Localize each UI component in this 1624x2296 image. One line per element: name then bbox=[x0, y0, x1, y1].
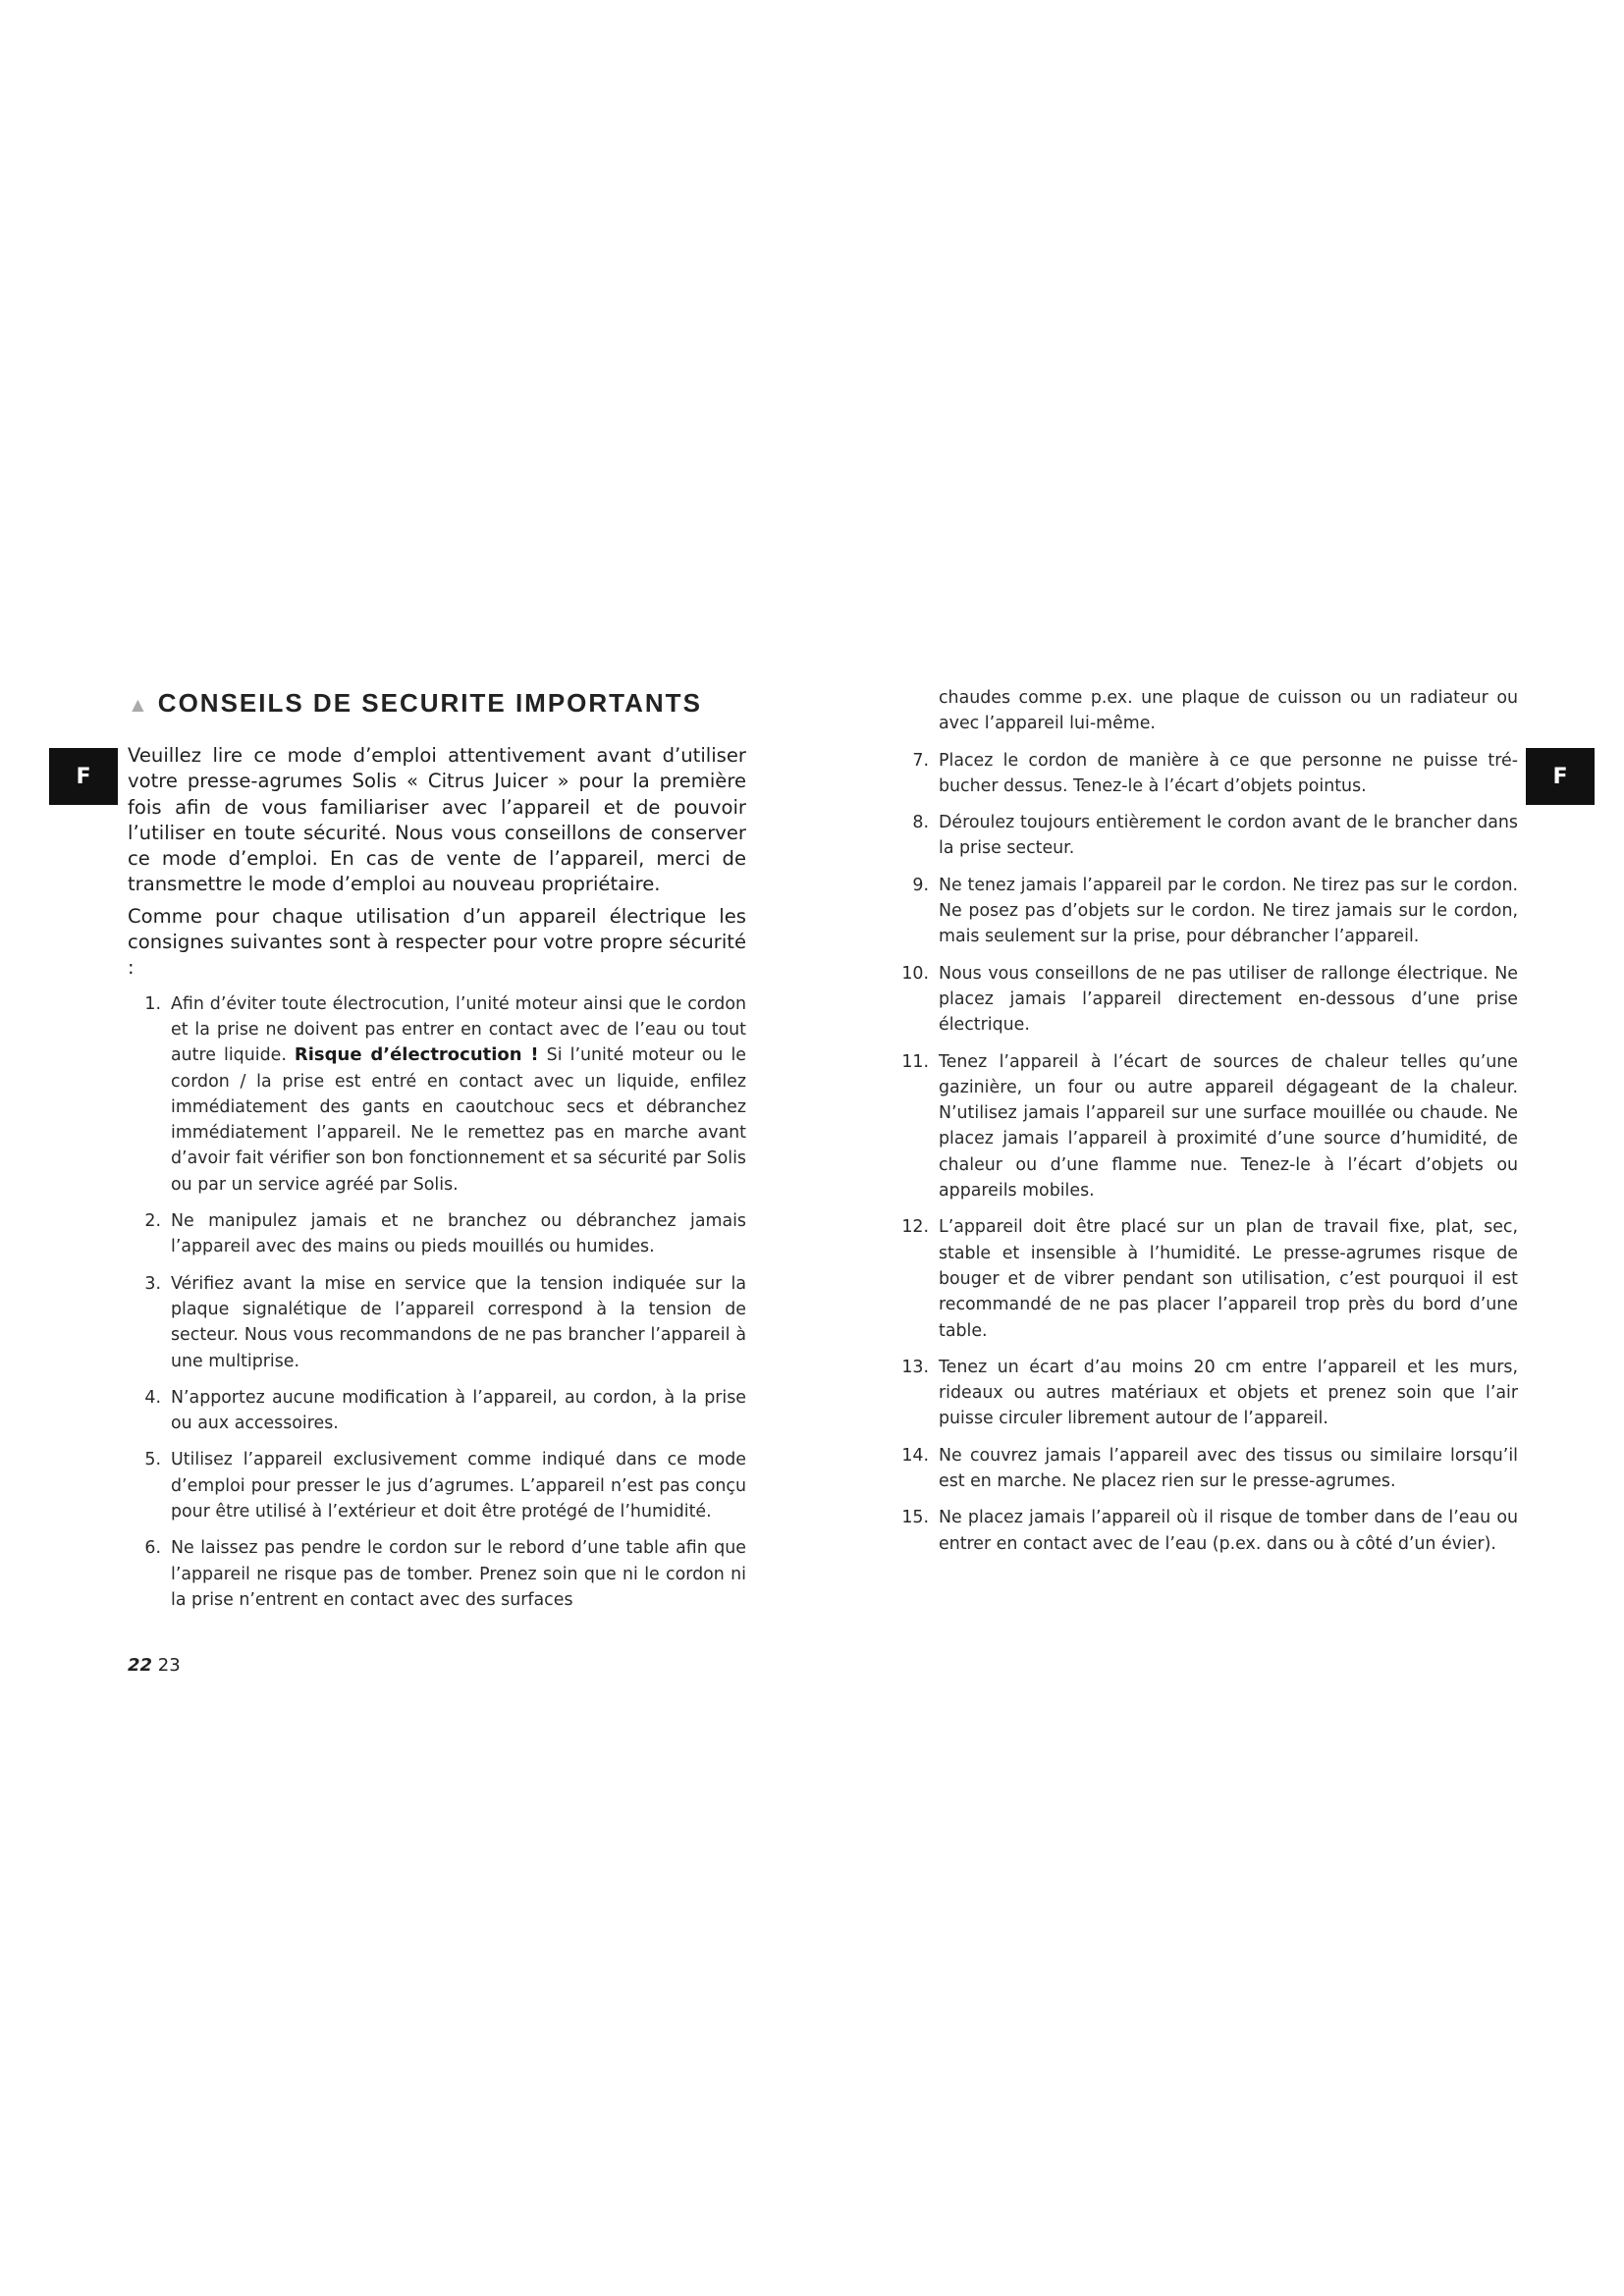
list-item-text: Ne manipulez jamais et ne branchez ou débranchez jamais l’appareil avec des mains ou pieds mouillés ou humides. bbox=[171, 1211, 746, 1257]
list-item bbox=[128, 1385, 746, 1437]
list-item bbox=[895, 961, 1518, 1039]
list-item-text: L’appareil doit être placé sur un plan de travail fixe, plat, sec, stable et insensible à l’humidité. Le presse-agrumes risque de bouger et de vibrer pendant son utilisation, c’est pourquoi il est recommandé de ne pas placer l’appareil trop près du bord d’une table. bbox=[939, 1217, 1518, 1341]
list-item-number: 3. bbox=[144, 1273, 161, 1294]
list-item-text bbox=[171, 991, 746, 1198]
safety-rules-list-right bbox=[895, 685, 1518, 1557]
list-item-text-part: Afin d’éviter toute électrocution, l’unité moteur ainsi que le cordon et la prise ne doivent pas entrer en contact avec de l’eau ou tout autre liquide. bbox=[171, 993, 746, 1066]
list-item-number: 11. bbox=[901, 1051, 929, 1072]
list-item bbox=[128, 1208, 746, 1260]
list-item-text: Placez le cordon de manière à ce que personne ne puisse trébucher dessus. Tenez-le à l’écart d’objets pointus. bbox=[939, 750, 1518, 796]
list-item-continuation bbox=[895, 685, 1518, 737]
list-item-text: N’apportez aucune modification à l’appareil, au cordon, à la prise ou aux accessoires. bbox=[171, 1387, 746, 1434]
list-item-number: 13. bbox=[901, 1357, 929, 1377]
list-item-number: 2. bbox=[144, 1211, 161, 1232]
warning-text: Risque d’électrocution ! bbox=[294, 1044, 539, 1066]
list-item bbox=[128, 991, 746, 1198]
intro-paragraph: Comme pour chaque utilisation d’un appareil électrique les consignes suivantes sont à respecter pour votre propre sécurité : bbox=[128, 904, 746, 980]
list-item-text: Vérifiez avant la mise en service que la tension indiquée sur la plaque signalétique de l’appareil correspond à la tension de secteur. Nous vous recommandons de ne pas brancher l’appareil à une multiprise. bbox=[171, 1273, 746, 1371]
list-item-text: Tenez un écart d’au moins 20 cm entre l’appareil et les murs, rideaux ou autres matériaux et objets et prenez soin que l’air puisse circuler librement autour de l’appareil. bbox=[939, 1357, 1518, 1429]
language-tab-left: F bbox=[49, 748, 118, 805]
triangle-icon: ▲ bbox=[128, 694, 148, 717]
section-heading bbox=[128, 685, 746, 723]
list-item-number: 9. bbox=[912, 875, 929, 895]
list-item-number: 12. bbox=[901, 1217, 929, 1238]
language-tab-right: F bbox=[1526, 748, 1595, 805]
list-item-number: 8. bbox=[912, 813, 929, 833]
list-item bbox=[128, 1271, 746, 1374]
left-column bbox=[128, 685, 746, 1624]
list-item-text: Utilisez l’appareil exclusivement comme indiqué dans ce mode d’emploi pour presser le jus d’agrumes. L’appareil n’est pas conçu pour être utilisé à l’extérieur et doit être protégé de l’humidité. bbox=[171, 1450, 746, 1522]
page-numbers bbox=[128, 1655, 181, 1676]
list-item bbox=[895, 1505, 1518, 1557]
list-item-text: Nous vous conseillons de ne pas utiliser de rallonge électrique. Ne placez jamais l’appareil directement en-dessous d’une prise électrique. bbox=[939, 963, 1518, 1036]
list-item bbox=[128, 1535, 746, 1613]
list-item-text: chaudes comme p.ex. une plaque de cuisson ou un radiateur ou avec l’appareil lui-même. bbox=[939, 688, 1518, 734]
list-item-text-part: Si l’unité moteur ou le cordon / la prise est entré en contact avec un liquide, enfilez immédiatement des gants en caoutchouc secs et débranchez immédiatement l’appareil. Ne le remettez pas en marche avant d’avoir fait vérifier son bon fonctionnement et sa sécurité par Solis ou par un service agréé par Solis. bbox=[171, 1045, 746, 1195]
list-item-text: Ne laissez pas pendre le cordon sur le rebord d’une table afin que l’appareil ne risque pas de tomber. Prenez soin que ni le cordon ni la prise n’entrent en contact avec des surfaces bbox=[171, 1538, 746, 1610]
list-item-number: 10. bbox=[901, 963, 929, 984]
list-item bbox=[895, 1443, 1518, 1495]
list-item-number: 14. bbox=[901, 1445, 929, 1466]
list-item-text: Déroulez toujours entièrement le cordon avant de le brancher dans la prise secteur. bbox=[939, 813, 1518, 859]
list-item bbox=[895, 873, 1518, 950]
list-item-number: 15. bbox=[901, 1508, 929, 1528]
page-number-right: 23 bbox=[157, 1655, 181, 1676]
list-item-text: Tenez l’appareil à l’écart de sources de chaleur telles qu’une gazinière, un four ou autre appareil dégageant de la chaleur. N’utilisez jamais l’appareil sur une surface mouillée ou chaude. Ne placez jamais l’appareil à proximité d’une source d’humidité, de chaleur ou d’une flamme nue. Tenez-le à l’écart d’objets ou appareils mobiles. bbox=[939, 1051, 1518, 1201]
list-item-number: 7. bbox=[912, 750, 929, 771]
list-item bbox=[895, 1214, 1518, 1343]
list-item-text: Ne tenez jamais l’appareil par le cordon. Ne tirez pas sur le cordon. Ne posez pas d’objets sur le cordon. Ne tirez jamais sur le cordon, mais seulement sur la prise, pour débrancher l’appareil. bbox=[939, 875, 1518, 947]
list-item bbox=[128, 1447, 746, 1524]
section-heading-text: CONSEILS DE SECURITE IMPORTANTS bbox=[157, 688, 702, 718]
page-number-left: 22 bbox=[128, 1655, 153, 1676]
list-item-text: Ne placez jamais l’appareil où il risque de tomber dans de l’eau ou entrer en contact avec de l’eau (p.ex. dans ou à côté d’un évier). bbox=[939, 1508, 1518, 1554]
list-item bbox=[895, 1049, 1518, 1204]
list-item-number: 5. bbox=[144, 1450, 161, 1470]
list-item-text: Ne couvrez jamais l’appareil avec des tissus ou similaire lorsqu’il est en marche. Ne placez rien sur le presse-agrumes. bbox=[939, 1445, 1518, 1492]
list-item bbox=[895, 748, 1518, 800]
list-item bbox=[895, 1355, 1518, 1432]
safety-rules-list-left bbox=[128, 991, 746, 1614]
list-item-number: 6. bbox=[144, 1538, 161, 1559]
list-item bbox=[895, 810, 1518, 862]
list-item-number: 1. bbox=[144, 993, 161, 1014]
intro-paragraph: Veuillez lire ce mode d’emploi attentivement avant d’utiliser votre presse-agrumes Solis « Citrus Juicer » pour la première fois afin de vous familiariser avec l’appareil et de pouvoir l’utiliser en toute sécurité. Nous vous conseillons de conserver ce mode d’emploi. En cas de vente de l’appareil, merci de transmettre le mode d’emploi au nouveau propriétaire. bbox=[128, 744, 746, 896]
right-column bbox=[895, 685, 1518, 1568]
list-item-number: 4. bbox=[144, 1387, 161, 1408]
